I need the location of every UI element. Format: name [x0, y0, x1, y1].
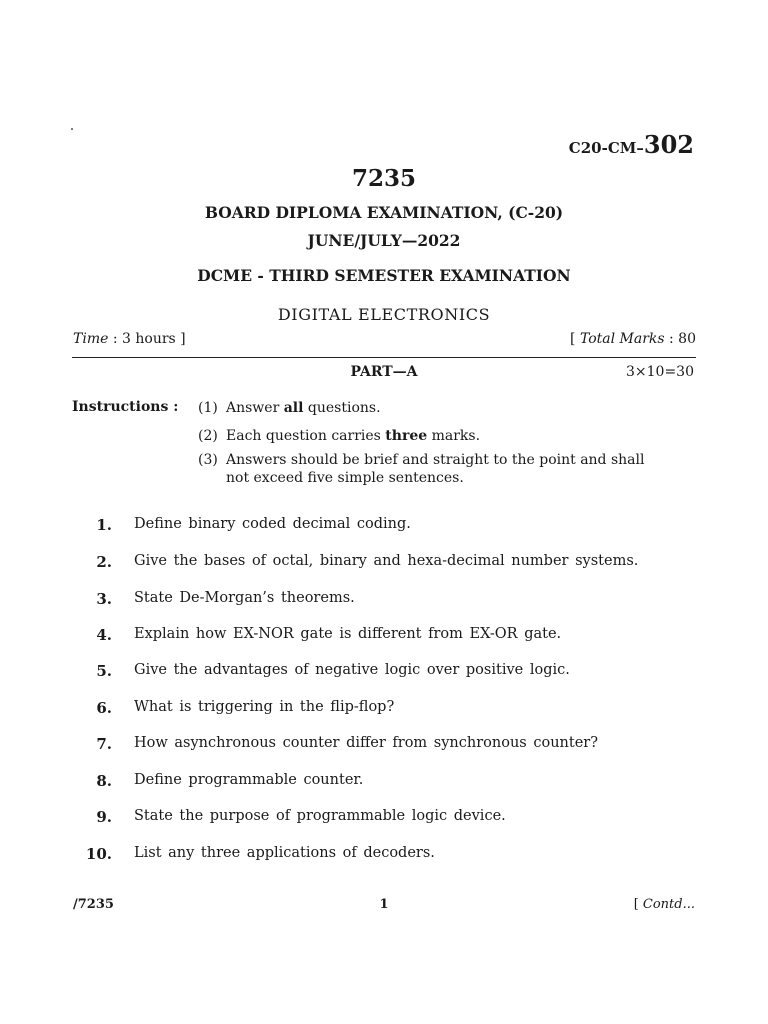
question-number: 3.: [96, 590, 112, 608]
paper-number: 7235: [351, 165, 416, 192]
part-marks: 3×10=30: [626, 364, 694, 380]
exam-title: BOARD DIPLOMA EXAMINATION, (C-20): [204, 203, 564, 222]
question-text: Define programmable counter.: [134, 772, 364, 788]
instruction-text: Each question carries: [226, 428, 386, 444]
instruction-item: [198, 427, 688, 445]
subject-title: DIGITAL ELECTRONICS: [277, 305, 491, 324]
total-marks: [570, 331, 696, 347]
part-title: PART—A: [350, 364, 418, 380]
instruction-item: [198, 399, 688, 417]
question-number: 9.: [96, 808, 112, 826]
instruction-text: Answers should be brief and straight to the point and shall: [226, 452, 645, 468]
question-number: 10.: [85, 845, 112, 863]
instruction-emphasis: three: [385, 428, 428, 444]
scan-speck: [71, 128, 73, 130]
instruction-number: (3): [198, 452, 218, 468]
instruction-emphasis: all: [283, 400, 304, 416]
marks-value: : 80: [669, 331, 696, 347]
instruction-number: (2): [198, 428, 218, 444]
time-label: Time: [73, 331, 109, 347]
course-code: [569, 130, 694, 159]
question-number: 6.: [96, 699, 112, 717]
question-number: 2.: [96, 553, 112, 571]
exam-semester: DCME - THIRD SEMESTER EXAMINATION: [197, 266, 571, 285]
instruction-text: questions.: [303, 400, 381, 416]
question-number: 1.: [96, 516, 112, 534]
question-text: Define binary coded decimal coding.: [134, 516, 411, 532]
footer-continued: [634, 897, 695, 912]
page-number: 1: [379, 897, 389, 912]
instruction-text: Answer: [226, 400, 284, 416]
marks-open-bracket: [: [570, 331, 580, 347]
instruction-item: [198, 451, 688, 487]
header-divider: [72, 357, 696, 358]
question-number: 8.: [96, 772, 112, 790]
question-text: How asynchronous counter differ from synchronous counter?: [134, 735, 598, 751]
time-allowed: [73, 331, 186, 347]
question-text: State De-Morgan’s theorems.: [134, 590, 355, 606]
instruction-text: marks.: [427, 428, 481, 444]
continued-label: Contd...: [642, 897, 695, 912]
question-text: Explain how EX-NOR gate is different from EX-OR gate.: [134, 626, 562, 642]
instruction-text-continued: not exceed five simple sentences.: [226, 470, 464, 486]
instruction-number: (1): [198, 400, 218, 416]
marks-label: Total Marks: [579, 331, 665, 347]
footer-paper-code: /7235: [73, 897, 114, 912]
course-code-number: 302: [643, 130, 694, 159]
question-number: 5.: [96, 662, 112, 680]
question-text: List any three applications of decoders.: [134, 845, 435, 861]
exam-session: JUNE/JULY—2022: [307, 231, 461, 250]
continued-open-bracket: [: [633, 897, 643, 912]
question-text: Give the bases of octal, binary and hexa-decimal number systems.: [134, 553, 639, 569]
question-text: Give the advantages of negative logic over positive logic.: [134, 662, 570, 678]
instructions-label: Instructions :: [72, 399, 179, 415]
question-number: 4.: [96, 626, 112, 644]
question-number: 7.: [96, 735, 112, 753]
course-code-prefix: C20-CM–: [568, 139, 644, 157]
question-text: What is triggering in the flip-flop?: [134, 699, 395, 715]
question-text: State the purpose of programmable logic device.: [134, 808, 506, 824]
time-value: : 3 hours ]: [112, 331, 186, 347]
